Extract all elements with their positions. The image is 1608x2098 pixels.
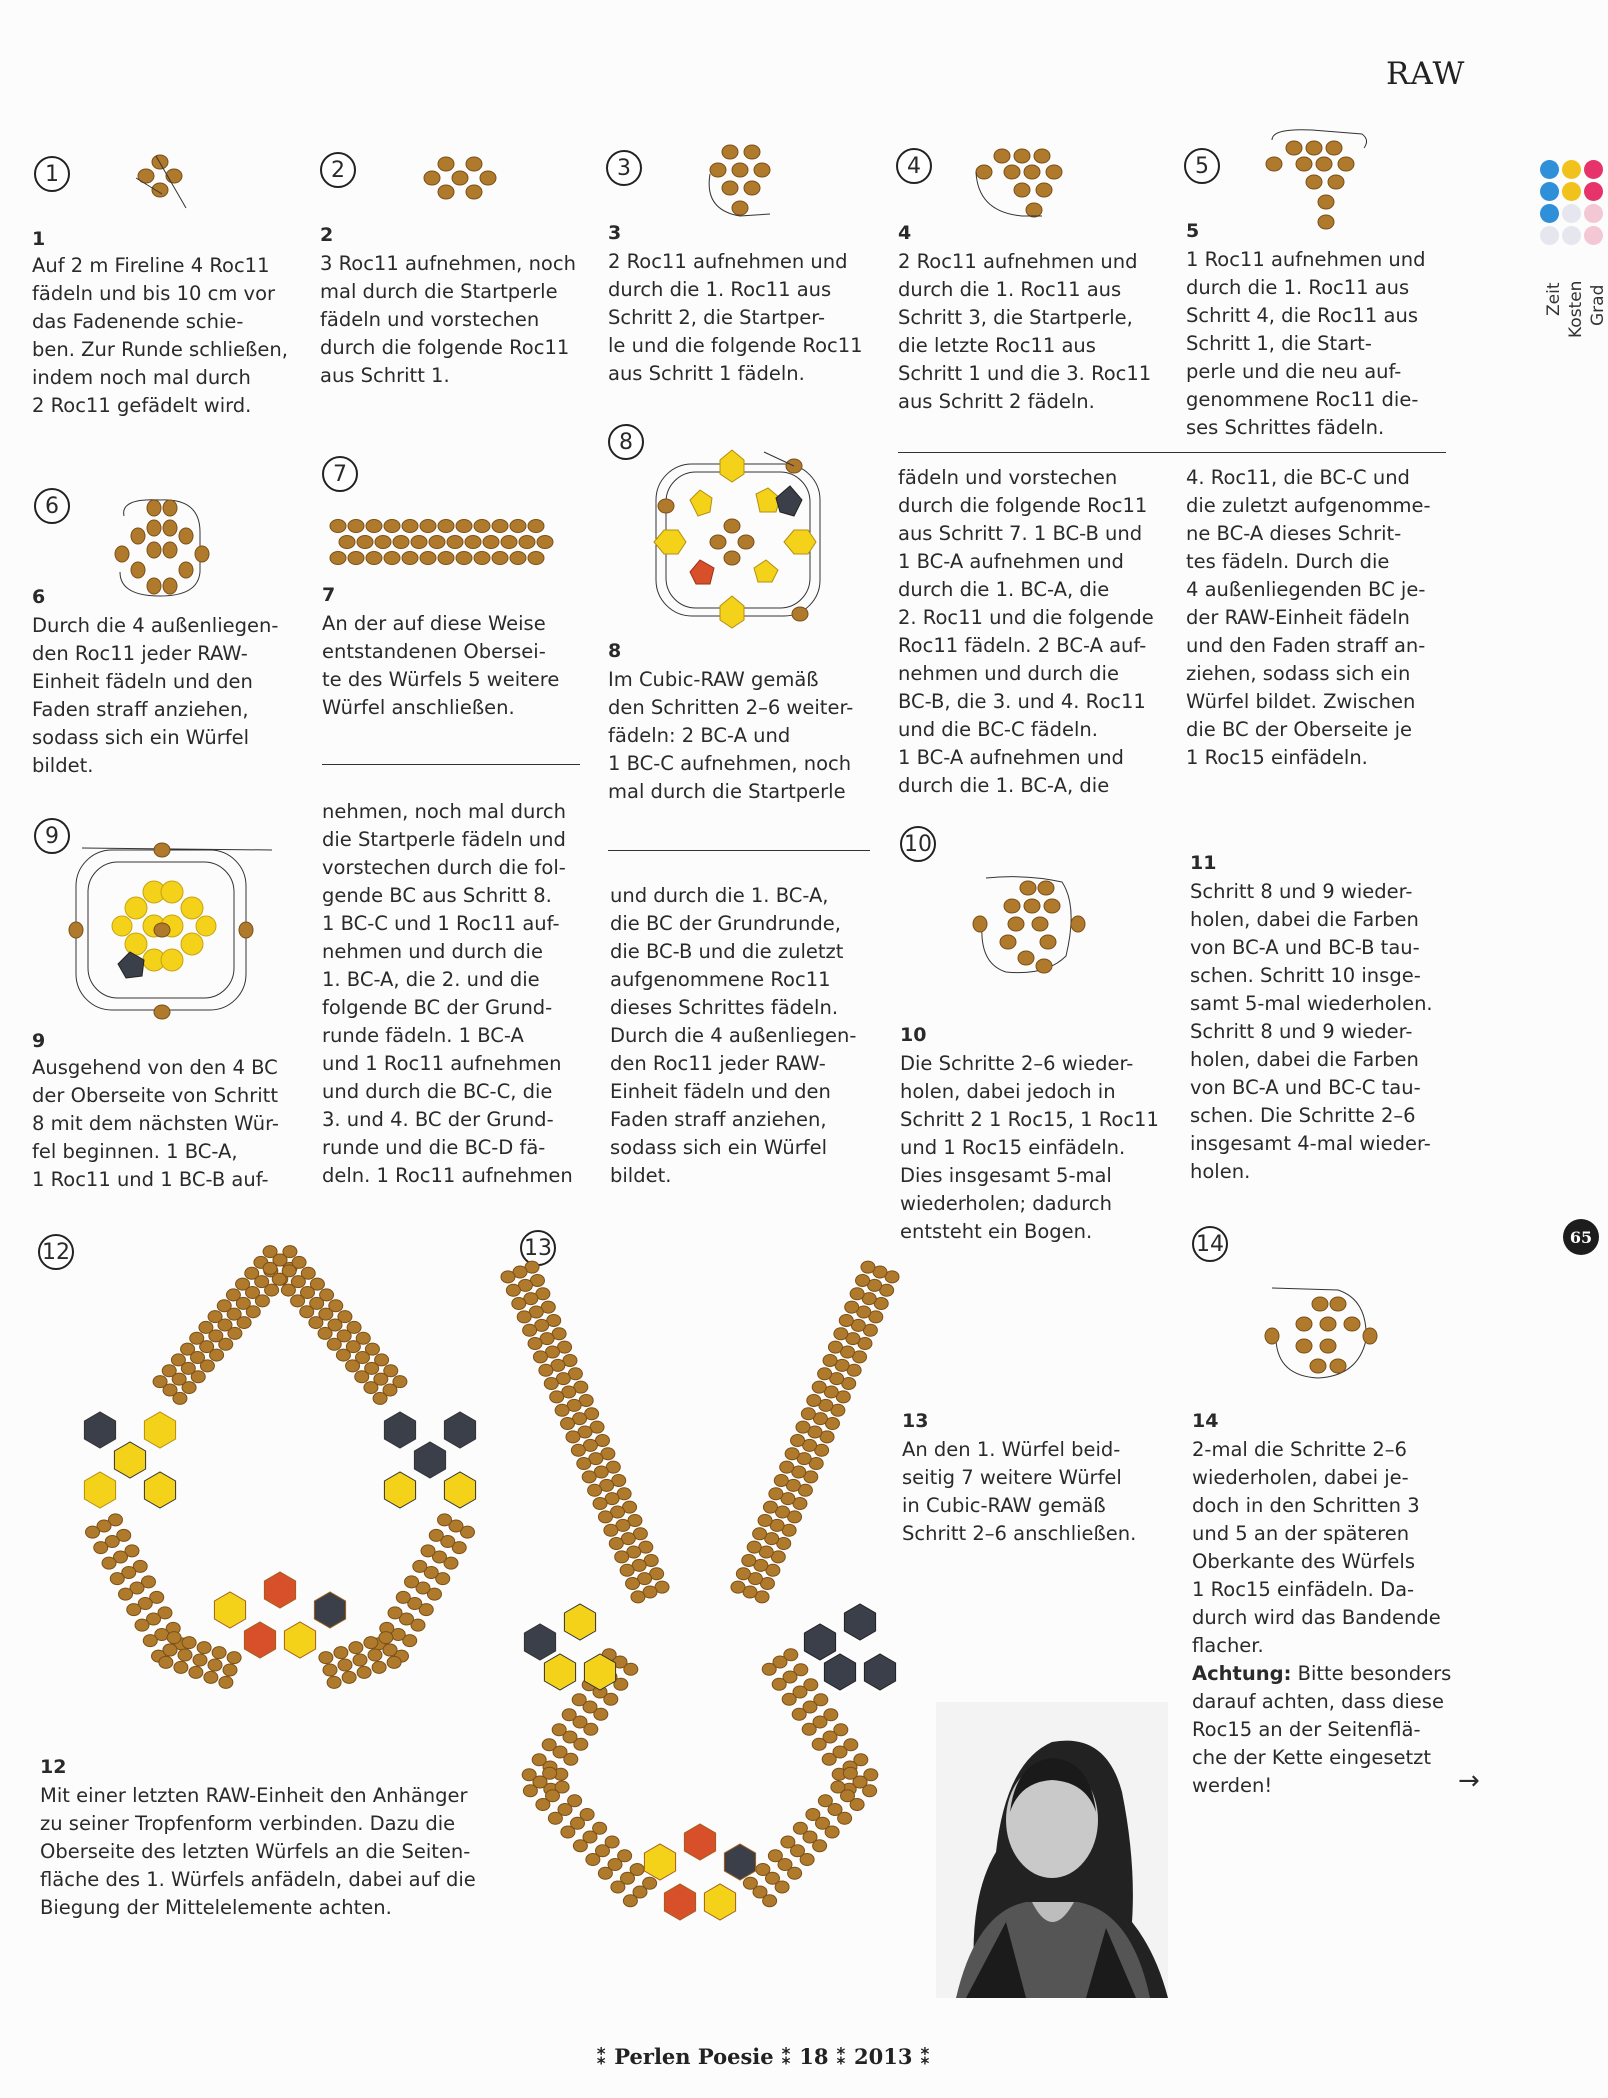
continuation-text: fädeln und vorstechen durch die folgende Roc11 aus Schritt 7. 1 BC-B und 1 BC-A aufnehmen und durch die 1. BC-A, die 2. Roc11 und die folgende Roc11 fädeln. 2 BC-A auf- nehmen und durch die BC-B, die 3. und 4. Roc11 und die BC-C fädeln. 1 BC-A aufnehmen und durch die 1. BC-A, die (898, 466, 1154, 797)
step-number: 14 (1192, 1410, 1219, 1432)
legend-dot (1584, 226, 1603, 245)
continuation-text: 4. Roc11, die BC-C und die zuletzt aufgenomme- ne BC-A dieses Schrit- tes fädeln. Durch die 4 außenliegenden BC je- der RAW-Einheit fädeln und den Faden straff an- ziehen, sodass sich ein Würfel bildet. Zwischen die BC der Oberseite je 1 Roc15 einfädeln. (1186, 466, 1431, 769)
legend-label-grade: Grad (1588, 284, 1608, 326)
legend-label-time: Zeit (1544, 282, 1564, 316)
step-number: 4 (898, 222, 912, 244)
step-text: Mit einer letzten RAW-Einheit den Anhänger zu seiner Tropfenform verbinden. Dazu die Oberseite des letzten Würfels an die Seiten- fläche des 1. Würfels anfädeln, dabei auf die Biegung der Mittelelemente achten. (40, 1784, 476, 1919)
bead-diagram-step-7 (328, 514, 558, 574)
step-text: 2 Roc11 aufnehmen und durch die 1. Roc11 aus Schritt 3, die Startperle, die letzte Roc11 aus Schritt 1 und die 3. Roc11 aus Schritt 2 fädeln. (898, 250, 1152, 413)
legend-dot (1584, 160, 1603, 179)
step-circle: 6 (34, 488, 70, 524)
bead-diagram-step-10 (966, 866, 1096, 986)
step-circle: 13 (520, 1230, 556, 1266)
step-text: 1 Roc11 aufnehmen und durch die 1. Roc11 aus Schritt 4, die Roc11 aus Schritt 1, die Start- perle und die neu auf- genommene Roc11 die- ses Schrittes fädeln. (1186, 248, 1426, 439)
continuation-text: und durch die 1. BC-A, die BC der Grundrunde, die BC-B und die zuletzt aufgenommene Roc11 dieses Schrittes fädeln. Durch die 4 außenliegen- den Roc11 jeder RAW- Einheit fädeln und den Faden straff anziehen, sodass sich ein Würfel bildet. (610, 884, 857, 1187)
bead-diagram-step-5 (1252, 120, 1382, 240)
step-text: Schritt 8 und 9 wieder- holen, dabei die Farben von BC-A und BC-B tau- schen. Schritt 10 insge- samt 5-mal wiederholen. Schritt 8 und 9 wieder- holen, dabei die Farben von BC-A und BC-C tau- schen. Die Schritte 2–6 insgesamt 4-mal wieder- holen. (1190, 880, 1433, 1183)
legend-dot (1562, 226, 1581, 245)
step-text: 2 Roc11 aufnehmen und durch die 1. Roc11 aus Schritt 2, die Startper- le und die folgende Roc11 aus Schritt 1 fädeln. (608, 250, 863, 385)
bead-diagram-step-2 (410, 150, 500, 210)
divider (898, 452, 1446, 453)
legend-dot (1562, 160, 1581, 179)
bead-diagram-step-14 (1258, 1280, 1388, 1390)
step-circle: 10 (900, 826, 936, 862)
bead-diagram-step-4 (964, 142, 1084, 232)
legend-dot (1584, 182, 1603, 201)
necklace-pendant-diagram (60, 1230, 500, 1700)
step-circle: 12 (38, 1234, 74, 1270)
legend-dot (1540, 160, 1559, 179)
divider (608, 850, 870, 851)
step-text: Durch die 4 außenliegen- den Roc11 jeder RAW- Einheit fädeln und den Faden straff anziehen, sodass sich ein Würfel bildet. (32, 614, 279, 777)
continue-arrow-icon: → (1458, 1766, 1480, 1796)
page-footer: ⁑ Perlen Poesie ⁑ 18 ⁑ 2013 ⁑ (596, 2044, 931, 2069)
legend-dot (1540, 226, 1559, 245)
step-number: 13 (902, 1410, 929, 1432)
step-number: 6 (32, 586, 46, 608)
step-circle: 2 (320, 152, 356, 188)
step-number: 8 (608, 640, 622, 662)
step-number: 1 (32, 228, 46, 250)
necklace-cross-diagram (500, 1262, 920, 1982)
legend-dot (1584, 204, 1603, 223)
step-number: 5 (1186, 220, 1200, 242)
step-circle: 8 (608, 424, 644, 460)
step-text: 3 Roc11 aufnehmen, noch mal durch die Startperle fädeln und vorstechen durch die folgende Roc11 aus Schritt 1. (320, 252, 576, 387)
legend-dot (1540, 204, 1559, 223)
step-text: An den 1. Würfel beid- seitig 7 weitere Würfel in Cubic-RAW gemäß Schritt 2–6 anschließen. (902, 1438, 1137, 1545)
step-text (1192, 1436, 1462, 1800)
continuation-text: nehmen, noch mal durch die Startperle fädeln und vorstechen durch die fol- gende BC aus Schritt 8. 1 BC-C und 1 Roc11 auf- nehmen und durch die 1. BC-A, die 2. und die folgende BC der Grund- runde fädeln. 1 BC-A und 1 Roc11 aufnehmen und durch die BC-C, die 3. und 4. BC der Grund- runde und die BC-D fä- deln. 1 Roc11 aufnehmen (322, 800, 573, 1187)
divider (322, 764, 580, 765)
bead-diagram-step-9 (62, 836, 262, 1026)
step-text: Auf 2 m Fireline 4 Roc11 fädeln und bis 10 cm vor das Fadenende schie- ben. Zur Runde schließen, indem noch mal durch 2 Roc11 gefädelt wird. (32, 254, 288, 417)
note-label: Achtung: (1192, 1662, 1292, 1685)
step-circle: 1 (34, 156, 70, 192)
step-number: 7 (322, 584, 336, 606)
step-circle: 4 (896, 148, 932, 184)
step-number: 10 (900, 1024, 927, 1046)
legend-dot (1540, 182, 1559, 201)
step-circle: 14 (1192, 1226, 1228, 1262)
step-text: Ausgehend von den 4 BC der Oberseite von Schritt 8 mit dem nächsten Wür- fel beginnen. 1 BC-A, 1 Roc11 und 1 BC-B auf- (32, 1056, 279, 1191)
step-number: 11 (1190, 852, 1217, 874)
step-circle: 7 (322, 456, 358, 492)
note-text: Bitte besonders darauf achten, dass diese Roc15 an der Seitenflä- che der Kette eingesetzt werden! (1192, 1662, 1452, 1797)
bead-diagram-step-1 (126, 148, 196, 208)
bead-diagram-step-3 (700, 140, 790, 230)
legend-dot (1562, 204, 1581, 223)
step-number: 2 (320, 224, 334, 246)
bead-diagram-step-8 (644, 446, 834, 636)
step-number: 3 (608, 222, 622, 244)
step-text: Die Schritte 2–6 wieder- holen, dabei jedoch in Schritt 2 1 Roc15, 1 Roc11 und 1 Roc15 einfädeln. Dies insgesamt 5-mal wiederholen; dadurch entsteht ein Bogen. (900, 1052, 1159, 1243)
step-text: Im Cubic-RAW gemäß den Schritten 2–6 weiter- fädeln: 2 BC-A und 1 BC-C aufnehmen, noch mal durch die Startperle (608, 668, 854, 803)
legend-label-cost: Kosten (1566, 280, 1586, 338)
step-text: An der auf diese Weise entstandenen Obersei- te des Würfels 5 weitere Würfel anschließen. (322, 612, 560, 719)
step-text-main: 2-mal die Schritte 2–6 wiederholen, dabei je- doch in den Schritten 3 und 5 an der späteren Oberkante des Würfels 1 Roc15 einfädeln. Da- durch wird das Bandende flacher. (1192, 1438, 1441, 1657)
step-circle: 9 (34, 818, 70, 854)
bead-diagram-step-6 (100, 492, 220, 602)
author-photo (936, 1702, 1168, 1998)
legend-dot (1562, 182, 1581, 201)
step-circle: 5 (1184, 148, 1220, 184)
section-title: RAW (1386, 56, 1466, 92)
page-number: 65 (1563, 1219, 1599, 1255)
step-circle: 3 (606, 150, 642, 186)
step-number: 9 (32, 1030, 46, 1052)
step-number: 12 (40, 1756, 67, 1778)
